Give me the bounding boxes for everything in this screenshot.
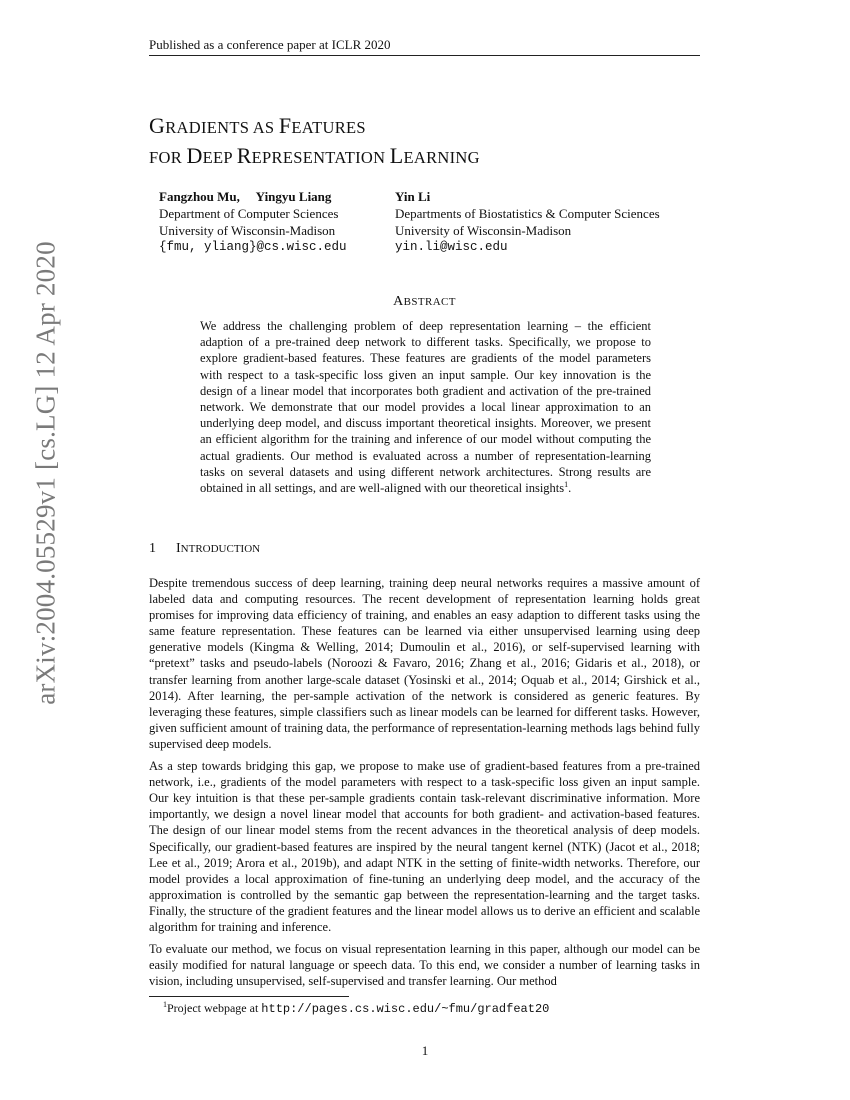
section-title-cap: I (176, 541, 181, 556)
author-block-right (395, 188, 715, 256)
author-university: University of Wisconsin-Madison (159, 223, 336, 238)
body-paragraph: To evaluate our method, we focus on visual representation learning in this paper, although our model can be easily modified for natural language or speech data. To this end, we consider a number of learning tasks in vision, including unsupervised, self-supervised and transfer learning. Our method (149, 942, 700, 989)
paper-title (149, 112, 709, 172)
abstract-heading (149, 294, 700, 310)
author-department: Department of Computer Sciences (159, 206, 339, 221)
abstract-heading-cap: A (393, 294, 404, 309)
section-number: 1 (149, 541, 156, 556)
footnote-rule (149, 996, 349, 997)
arxiv-sidebar (24, 0, 68, 1100)
title-small-caps: RADIENTS (165, 118, 250, 137)
author-email: {fmu, yliang}@cs.wisc.edu (159, 240, 347, 254)
abstract-end: . (568, 481, 572, 496)
author-names: Yin Li (395, 189, 431, 204)
venue-label: Published as a conference paper at ICLR 2020 (149, 37, 391, 52)
title-cap: R (236, 143, 252, 168)
abstract-paragraph (200, 318, 651, 496)
title-small-caps: EPRESENTATION (251, 148, 390, 167)
footnote-text: Project webpage at (167, 1001, 262, 1015)
running-header (149, 37, 700, 56)
footnote-mark: 1 (163, 1000, 167, 1009)
section-title-small-caps: NTRODUCTION (180, 543, 261, 555)
footnote-url-link[interactable]: http://pages.cs.wisc.edu/~fmu/gradfeat20 (261, 1002, 550, 1016)
author-university: University of Wisconsin-Madison (395, 223, 572, 238)
title-line-1 (149, 112, 709, 142)
title-cap: F (278, 113, 292, 138)
title-small-caps: AS (249, 118, 279, 137)
title-small-caps: EARNING (403, 148, 480, 167)
abstract-text: We address the challenging problem of deep representation learning – the efficient adaption of a pre-trained deep network to different tasks. Specifically, we propose to explore gradient-based features. These features are gradients of the model parameters with respect to a task-specific loss given an input sample. Our key innovation is the design of a linear model that incorporates both gradient and activation of the pre-trained network. We demonstrate that our model provides a local linear approximation to an underlying deep model, and discuss important theoretical insights. Moreover, we present an efficient algorithm for the training and inference of our model without computing the actual gradients. Our method is evaluated across a number of representation-learning tasks on several datasets and using different network architectures. Strong results are obtained in all settings, and are well-aligned with our theoretical insights (200, 319, 651, 496)
arxiv-identifier: arXiv:2004.05529v1 [cs.LG] 12 Apr 2020 (30, 241, 61, 705)
body-paragraph: Despite tremendous success of deep learning, training deep neural networks requires a massive amount of labeled data and computing resources. The recent development of representation learning holds great promises for improving data efficiency of training, and enables an easy adaption to different tasks using the same feature representation. These features can be learned via either unsupervised learning using deep generative models (Kingma & Welling, 2014; Dumoulin et al., 2016), or self-supervised learning with “pretext” tasks and pseudo-labels (Noroozi & Favaro, 2016; Zhang et al., 2016; Gidaris et al., 2018), or transfer learning from another large-scale dataset (Yosinski et al., 2014; Oquab et al., 2014; Girshick et al., 2014). After learning, the per-sample activation of the network is considered as generic features. By leveraging these features, simple classifiers such as linear models can be learned for different tasks. However, given sufficient amount of training data, the performance of representation-learning methods lags behind fully supervised deep models. (149, 576, 700, 751)
footnote (163, 1001, 549, 1017)
title-cap: G (149, 113, 166, 138)
title-small-caps: EEP (202, 148, 237, 167)
title-small-caps: EATURES (291, 118, 366, 137)
abstract-body (200, 318, 651, 496)
title-line-2 (149, 142, 709, 172)
abstract-heading-small-caps: BSTRACT (403, 296, 456, 308)
header-rule (149, 55, 700, 56)
abstract-footnote-mark: 1 (564, 479, 569, 489)
author-department: Departments of Biostatistics & Computer Sciences (395, 206, 660, 221)
page-number: 1 (421, 1043, 429, 1058)
body-text (149, 575, 700, 995)
author-names: Fangzhou Mu, Yingyu Liang (159, 189, 332, 204)
section-heading-introduction (149, 541, 700, 557)
title-small-caps: FOR (149, 148, 187, 167)
body-paragraph: As a step towards bridging this gap, we propose to make use of gradient-based features from a pre-trained network, i.e., gradients of the model parameters with respect to a task-specific loss given an input sample. Our key intuition is that these per-sample gradients contain task-relevant discriminative information. More importantly, we design a novel linear model that accounts for both gradient- and activation-based features. The design of our linear model stems from the recent advances in the theoretical analysis of deep models. Specifically, our gradient-based features are inspired by the neural tangent kernel (NTK) (Jacot et al., 2018; Lee et al., 2019; Arora et al., 2019b), and adapt NTK in the setting of finite-width networks. Therefore, our model provides a local approximation of fine-tuning an underlying deep model, and the accuracy of the approximation is controlled by the semantic gap between the representation-learning and the target tasks. Finally, the structure of the gradient features and the linear model allows us to derive an efficient and scalable algorithm for training and inference. (149, 759, 700, 934)
author-email: yin.li@wisc.edu (395, 240, 508, 254)
title-cap: D (186, 143, 203, 168)
author-block-left (159, 188, 389, 256)
title-cap: L (389, 143, 404, 168)
